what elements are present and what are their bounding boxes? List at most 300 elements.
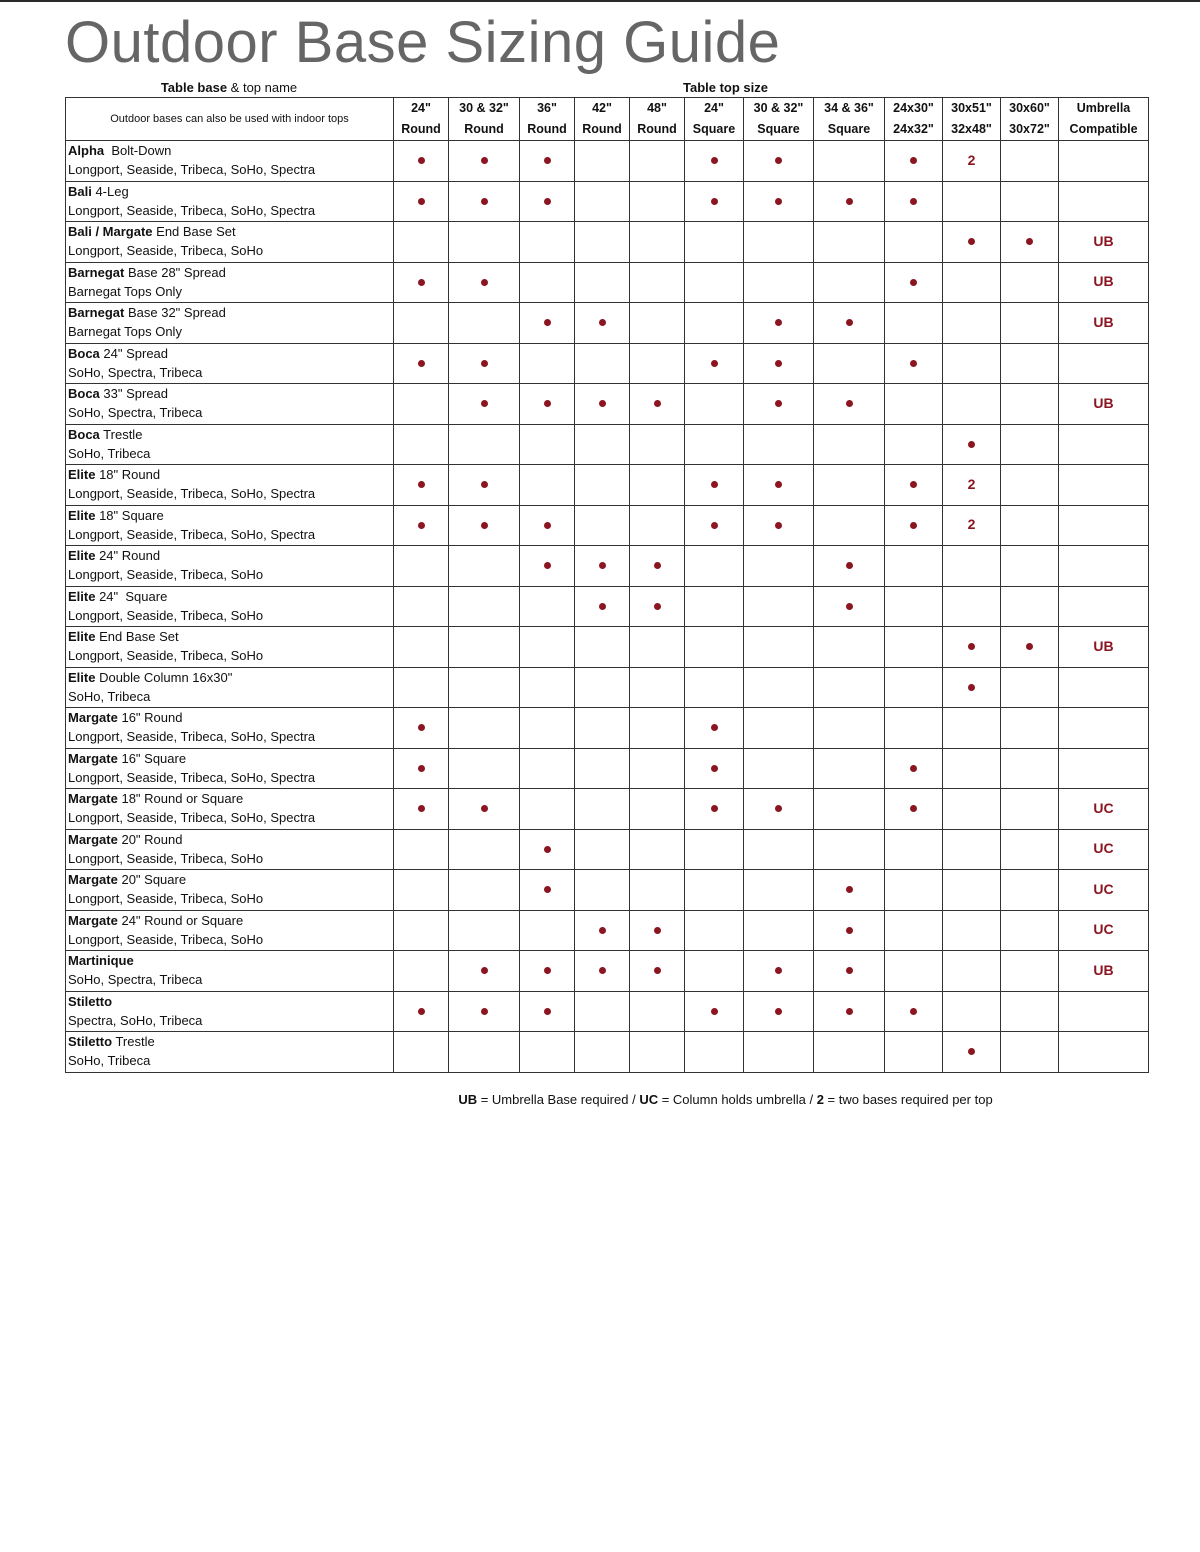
compatibility-mark: UC	[1093, 799, 1114, 816]
size-cell	[1059, 546, 1149, 587]
compatible-dot-icon	[775, 157, 782, 164]
size-cell	[744, 1032, 814, 1073]
table-row	[66, 343, 1149, 384]
compatible-dot-icon	[599, 400, 606, 407]
compatible-tops: Longport, Seaside, Tribeca, SoHo	[68, 850, 264, 866]
compatible-dot-icon	[775, 400, 782, 407]
size-cell	[685, 708, 744, 749]
base-name-cell	[66, 1032, 394, 1073]
size-cell	[744, 262, 814, 303]
base-name-bold: Barnegat	[68, 305, 125, 320]
size-cell	[685, 991, 744, 1032]
compatibility-mark: UB	[1093, 394, 1114, 411]
compatible-dot-icon	[968, 238, 975, 245]
base-name	[68, 141, 393, 160]
compatible-dot-icon	[544, 400, 551, 407]
size-cell	[449, 667, 520, 708]
size-cell	[885, 951, 943, 992]
size-cell	[575, 181, 630, 222]
base-name-cell	[66, 181, 394, 222]
size-cell	[520, 424, 575, 465]
compatibility-mark: UB	[1093, 273, 1114, 290]
size-cell	[630, 748, 685, 789]
compatible-tops: Longport, Seaside, Tribeca, SoHo, Spectra	[68, 729, 316, 744]
table-row	[66, 789, 1149, 830]
base-name	[68, 425, 393, 444]
base-name	[68, 303, 393, 322]
compatible-dot-icon	[418, 157, 425, 164]
compatible-dot-icon	[775, 319, 782, 326]
size-cell	[685, 627, 744, 668]
size-cell	[449, 870, 520, 911]
column-header-line2: Square	[827, 122, 871, 136]
size-cell	[630, 141, 685, 182]
compatible-dot-icon	[544, 967, 551, 974]
size-cell	[943, 303, 1001, 344]
compatible-dot-icon	[711, 765, 718, 772]
compatible-dot-icon	[654, 927, 661, 934]
base-name-rest: End Base Set	[95, 629, 179, 644]
base-name-rest: 24" Spread	[99, 345, 169, 361]
size-cell	[685, 303, 744, 344]
size-cell	[630, 222, 685, 263]
size-cell	[1001, 141, 1059, 182]
column-header-line1: 30 & 32"	[753, 101, 804, 115]
size-cell	[449, 424, 520, 465]
base-name	[68, 384, 393, 403]
compatible-tops: Longport, Seaside, Tribeca, SoHo	[68, 891, 264, 906]
size-cell	[1059, 181, 1149, 222]
size-cell	[744, 465, 814, 506]
compatible-dot-icon	[711, 198, 718, 205]
size-cell	[885, 424, 943, 465]
size-cell	[1059, 991, 1149, 1032]
table-row	[66, 384, 1149, 425]
compatible-tops: Longport, Seaside, Tribeca, SoHo, Spectra	[68, 162, 316, 177]
size-cell	[885, 384, 943, 425]
size-cell	[943, 546, 1001, 587]
column-header-line1: Umbrella	[1076, 101, 1131, 115]
size-cell	[520, 870, 575, 911]
compatible-tops: SoHo, Tribeca	[68, 1053, 151, 1068]
ub-key: UB	[458, 1092, 478, 1107]
compatible-dot-icon	[910, 1008, 917, 1015]
size-cell	[814, 789, 885, 830]
size-cell	[885, 910, 943, 951]
column-header-line2: Round	[637, 122, 677, 136]
column-header	[575, 98, 630, 141]
column-header-line1: 30x60"	[1009, 101, 1050, 115]
size-cell	[449, 627, 520, 668]
base-name	[68, 708, 393, 727]
base-name-rest: 16" Square	[117, 750, 187, 766]
column-header-line1: 48"	[647, 101, 667, 115]
size-cell	[943, 1032, 1001, 1073]
size-cell	[685, 505, 744, 546]
column-header	[885, 98, 943, 141]
compatible-dot-icon	[910, 805, 917, 812]
compatible-dot-icon	[544, 886, 551, 893]
size-cell	[943, 222, 1001, 263]
compatible-tops: Spectra, SoHo, Tribeca	[68, 1012, 203, 1028]
size-cell	[449, 222, 520, 263]
size-cell	[1001, 951, 1059, 992]
size-cell	[1001, 343, 1059, 384]
size-cell	[520, 303, 575, 344]
size-cell	[943, 262, 1001, 303]
compatible-tops: SoHo, Tribeca	[68, 445, 151, 461]
base-name-rest: 24" Round	[95, 548, 161, 563]
compatible-dot-icon	[910, 198, 917, 205]
size-cell	[1059, 465, 1149, 506]
compatible-dot-icon	[775, 1008, 782, 1015]
base-name-cell	[66, 870, 394, 911]
page-title: Outdoor Base Sizing Guide	[65, 10, 781, 75]
size-cell	[1001, 1032, 1059, 1073]
base-name-bold: Stiletto	[68, 1034, 113, 1049]
size-cell	[744, 951, 814, 992]
size-cell	[814, 546, 885, 587]
base-name-cell	[66, 384, 394, 425]
compatible-dot-icon	[599, 562, 606, 569]
compatibility-mark: UB	[1093, 961, 1114, 978]
base-name	[68, 1032, 393, 1051]
size-cell	[449, 262, 520, 303]
size-cell	[394, 586, 449, 627]
size-cell	[449, 505, 520, 546]
size-cell	[943, 789, 1001, 830]
size-cell	[1059, 708, 1149, 749]
size-cell	[449, 789, 520, 830]
size-cell	[814, 991, 885, 1032]
compatible-dot-icon	[846, 1008, 853, 1015]
base-name	[68, 830, 393, 849]
base-name-rest: Base 32" Spread	[124, 305, 226, 320]
compatible-dot-icon	[1026, 238, 1033, 245]
size-cell	[814, 910, 885, 951]
compatible-dot-icon	[846, 198, 853, 205]
size-cell	[1059, 829, 1149, 870]
size-cell	[744, 424, 814, 465]
size-cell	[630, 262, 685, 303]
size-cell	[1001, 384, 1059, 425]
compatible-dot-icon	[418, 360, 425, 367]
size-cell	[1001, 748, 1059, 789]
header-row	[66, 98, 1149, 141]
size-cell	[814, 424, 885, 465]
size-cell	[885, 262, 943, 303]
size-cell	[630, 465, 685, 506]
compatible-dot-icon	[968, 1048, 975, 1055]
two-key: 2	[816, 1092, 824, 1107]
size-cell	[394, 951, 449, 992]
size-cell	[943, 505, 1001, 546]
size-cell	[744, 141, 814, 182]
base-name-bold: Bali / Margate	[68, 224, 153, 239]
base-name	[68, 627, 393, 646]
size-cell	[1001, 546, 1059, 587]
size-cell	[943, 465, 1001, 506]
size-cell	[449, 951, 520, 992]
size-cell	[885, 667, 943, 708]
compatible-dot-icon	[775, 481, 782, 488]
compatible-dot-icon	[544, 198, 551, 205]
compatible-dot-icon	[481, 805, 488, 812]
compatible-dot-icon	[599, 927, 606, 934]
base-name	[68, 344, 393, 363]
compatible-dot-icon	[910, 279, 917, 286]
base-name-cell	[66, 303, 394, 344]
base-name	[68, 951, 393, 970]
size-cell	[630, 505, 685, 546]
size-cell	[575, 748, 630, 789]
compatible-dot-icon	[711, 157, 718, 164]
size-cell	[943, 424, 1001, 465]
compatible-tops: Longport, Seaside, Tribeca, SoHo	[68, 931, 264, 947]
column-header-line2: Compatible	[1069, 122, 1138, 136]
size-cell	[814, 870, 885, 911]
size-cell	[1001, 222, 1059, 263]
base-name-cell	[66, 586, 394, 627]
size-cell	[814, 748, 885, 789]
size-cell	[814, 505, 885, 546]
compatible-dot-icon	[846, 603, 853, 610]
compatible-dot-icon	[599, 603, 606, 610]
compatible-dot-icon	[910, 522, 917, 529]
base-name-rest: Bolt-Down	[104, 143, 172, 158]
size-cell	[520, 627, 575, 668]
column-header-line2: 32x48"	[951, 122, 992, 136]
size-cell	[1059, 262, 1149, 303]
size-cell	[449, 991, 520, 1032]
compatible-dot-icon	[968, 643, 975, 650]
size-cell	[685, 343, 744, 384]
size-cell	[744, 546, 814, 587]
compatibility-mark: 2	[967, 475, 976, 492]
base-name-rest: 4-Leg	[91, 183, 129, 199]
size-cell	[1059, 343, 1149, 384]
compatible-dot-icon	[775, 805, 782, 812]
base-name-bold: Barnegat	[68, 264, 125, 280]
size-cell	[520, 141, 575, 182]
compatible-dot-icon	[711, 360, 718, 367]
table-row	[66, 910, 1149, 951]
base-name-bold: Stiletto	[68, 993, 113, 1009]
compatible-dot-icon	[910, 157, 917, 164]
column-header	[814, 98, 885, 141]
size-cell	[1059, 505, 1149, 546]
base-name	[68, 182, 393, 201]
size-cell	[1001, 829, 1059, 870]
compatible-dot-icon	[418, 765, 425, 772]
compatible-tops: Longport, Seaside, Tribeca, SoHo, Spectra	[68, 810, 316, 825]
compatible-tops: Longport, Seaside, Tribeca, SoHo, Spectra	[68, 769, 316, 785]
column-header-line1: 30x51"	[951, 101, 992, 115]
size-cell	[885, 627, 943, 668]
size-cell	[744, 829, 814, 870]
size-cell	[685, 829, 744, 870]
base-name-cell	[66, 667, 394, 708]
table-row	[66, 748, 1149, 789]
table-row	[66, 505, 1149, 546]
size-cell	[520, 505, 575, 546]
compatible-tops: Longport, Seaside, Tribeca, SoHo, Spectra	[68, 486, 316, 501]
column-header	[943, 98, 1001, 141]
size-cell	[394, 708, 449, 749]
column-header-line2: Round	[527, 122, 567, 136]
size-cell	[520, 991, 575, 1032]
base-name-cell	[66, 424, 394, 465]
size-column-heading: Table top size	[683, 80, 768, 95]
size-cell	[744, 748, 814, 789]
size-cell	[575, 708, 630, 749]
column-header	[685, 98, 744, 141]
size-cell	[394, 991, 449, 1032]
column-header	[449, 98, 520, 141]
size-cell	[520, 465, 575, 506]
size-cell	[630, 829, 685, 870]
size-cell	[1059, 141, 1149, 182]
column-header	[394, 98, 449, 141]
size-cell	[685, 262, 744, 303]
base-column-heading	[65, 80, 393, 95]
base-name	[68, 789, 393, 808]
base-name-rest: 24" Round or Square	[117, 912, 244, 928]
size-cell	[575, 141, 630, 182]
size-cell	[685, 465, 744, 506]
compatible-dot-icon	[910, 481, 917, 488]
size-cell	[575, 627, 630, 668]
base-name-cell	[66, 991, 394, 1032]
compatible-dot-icon	[418, 522, 425, 529]
size-cell	[885, 181, 943, 222]
column-header	[520, 98, 575, 141]
base-name-cell	[66, 465, 394, 506]
base-name-rest: 24" Square	[95, 588, 168, 604]
size-cell	[1001, 465, 1059, 506]
size-cell	[1001, 870, 1059, 911]
size-cell	[885, 1032, 943, 1073]
size-cell	[1001, 789, 1059, 830]
size-cell	[449, 343, 520, 384]
size-cell	[814, 384, 885, 425]
size-cell	[575, 870, 630, 911]
compatible-dot-icon	[910, 360, 917, 367]
table-row	[66, 465, 1149, 506]
size-cell	[520, 910, 575, 951]
base-name-cell	[66, 748, 394, 789]
compatible-dot-icon	[481, 967, 488, 974]
compatible-tops: SoHo, Tribeca	[68, 688, 151, 704]
size-cell	[630, 667, 685, 708]
size-cell	[630, 586, 685, 627]
compatible-dot-icon	[654, 967, 661, 974]
base-name-bold: Boca	[68, 386, 100, 401]
base-name-rest: Double Column 16x30"	[95, 669, 233, 685]
size-cell	[1059, 667, 1149, 708]
size-cell	[630, 384, 685, 425]
size-cell	[885, 586, 943, 627]
base-name-cell	[66, 546, 394, 587]
base-name-bold: Alpha	[68, 143, 105, 158]
compatible-tops: Longport, Seaside, Tribeca, SoHo, Spectra	[68, 202, 316, 218]
size-cell	[814, 222, 885, 263]
size-cell	[449, 465, 520, 506]
size-cell	[394, 343, 449, 384]
size-cell	[744, 708, 814, 749]
size-cell	[885, 505, 943, 546]
size-cell	[685, 1032, 744, 1073]
compatible-dot-icon	[481, 279, 488, 286]
compatible-dot-icon	[654, 603, 661, 610]
size-cell	[744, 343, 814, 384]
compatible-dot-icon	[481, 400, 488, 407]
size-cell	[744, 384, 814, 425]
size-cell	[1059, 910, 1149, 951]
size-cell	[814, 951, 885, 992]
column-header-line1: 42"	[592, 101, 612, 115]
legend-footnote	[393, 1092, 1058, 1107]
base-name-cell	[66, 951, 394, 992]
size-cell	[1059, 748, 1149, 789]
size-cell	[814, 627, 885, 668]
base-name-bold: Margate	[68, 710, 118, 725]
size-cell	[744, 910, 814, 951]
size-cell	[744, 870, 814, 911]
compatibility-mark: UC	[1093, 921, 1114, 938]
size-cell	[449, 141, 520, 182]
column-header-line2: Square	[692, 122, 736, 136]
size-cell	[575, 910, 630, 951]
size-cell	[630, 343, 685, 384]
size-cell	[943, 586, 1001, 627]
compatible-tops: SoHo, Spectra, Tribeca	[68, 405, 203, 420]
size-cell	[744, 181, 814, 222]
size-cell	[520, 546, 575, 587]
size-cell	[1059, 627, 1149, 668]
table-row	[66, 1032, 1149, 1073]
table-row	[66, 991, 1149, 1032]
compatibility-mark: UB	[1093, 232, 1114, 249]
base-heading-rest: & top name	[227, 80, 298, 95]
size-cell	[814, 343, 885, 384]
size-cell	[520, 343, 575, 384]
size-cell	[394, 910, 449, 951]
size-cell	[885, 829, 943, 870]
base-name-cell	[66, 262, 394, 303]
base-name-bold: Margate	[68, 912, 118, 928]
compatible-dot-icon	[846, 886, 853, 893]
base-name-bold: Boca	[68, 426, 100, 442]
column-header-line2: Square	[757, 122, 800, 136]
column-header-line1: 24"	[704, 101, 724, 115]
size-cell	[943, 748, 1001, 789]
size-cell	[1001, 667, 1059, 708]
size-cell	[520, 829, 575, 870]
size-cell	[885, 991, 943, 1032]
compatible-dot-icon	[481, 481, 488, 488]
compatible-tops: Longport, Seaside, Tribeca, SoHo, Spectra	[68, 526, 316, 542]
size-cell	[394, 505, 449, 546]
base-name	[68, 546, 393, 565]
size-cell	[520, 951, 575, 992]
size-cell	[1001, 181, 1059, 222]
base-name-rest: 20" Round	[117, 831, 183, 847]
compatible-dot-icon	[1026, 643, 1033, 650]
base-name-cell	[66, 627, 394, 668]
size-cell	[943, 181, 1001, 222]
size-cell	[814, 829, 885, 870]
